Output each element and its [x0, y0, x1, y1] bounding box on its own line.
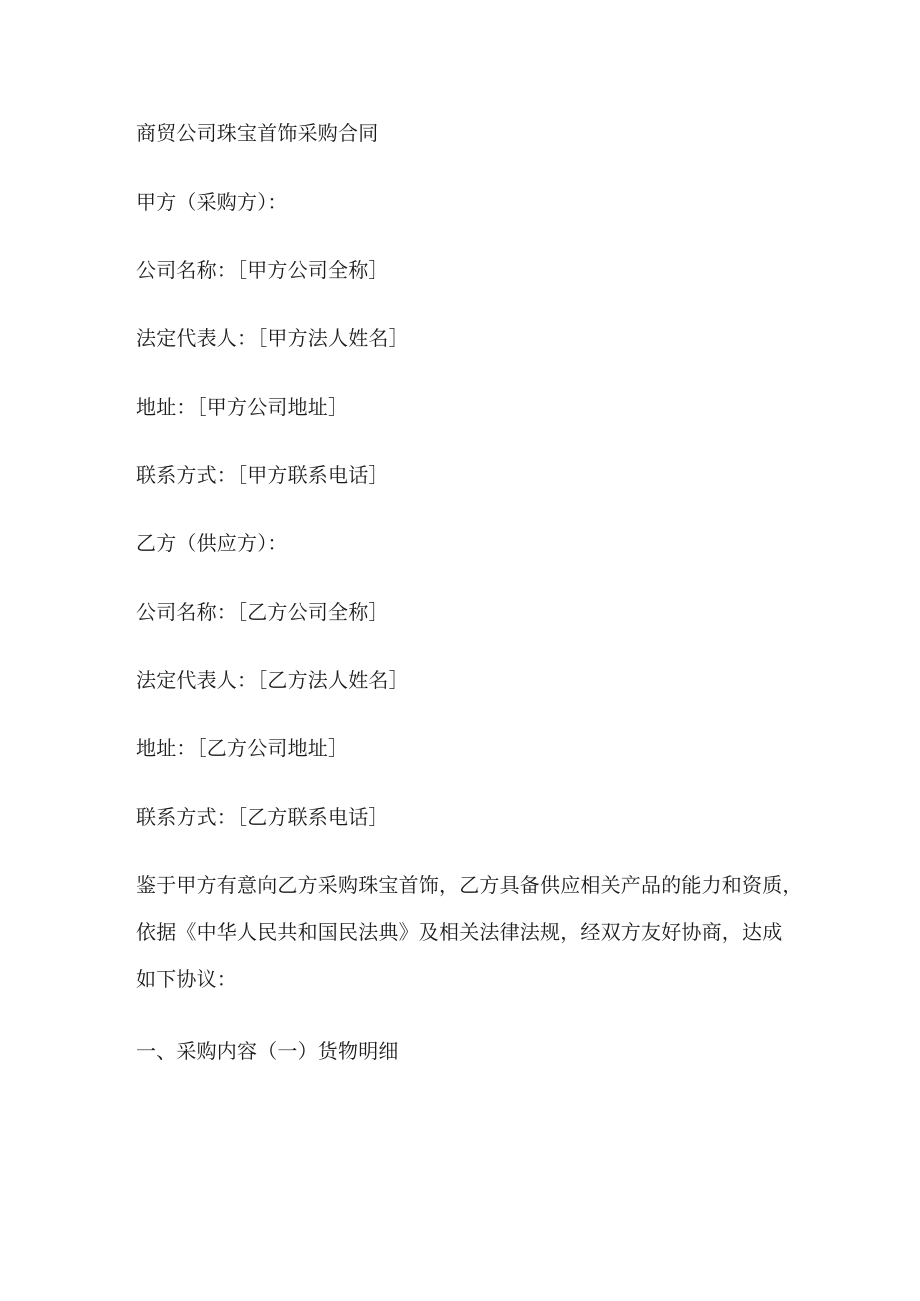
- party-b-contact: 联系方式：［乙方联系电话］: [136, 805, 389, 829]
- party-b-company: 公司名称：［乙方公司全称］: [136, 600, 389, 624]
- preamble-paragraph: [136, 873, 803, 991]
- preamble-line: 鉴于甲方有意向乙方采购珠宝首饰，乙方具备供应相关产品的能力和资质，: [136, 873, 803, 897]
- party-b-heading: 乙方（供应方）：: [136, 531, 288, 555]
- party-a-contact: 联系方式：［甲方联系电话］: [136, 463, 389, 487]
- party-a-representative: 法定代表人：［甲方法人姓名］: [136, 326, 409, 350]
- party-a-company: 公司名称：［甲方公司全称］: [136, 258, 389, 282]
- section-heading: 一、采购内容（一）货物明细: [136, 1039, 399, 1063]
- preamble-line: 如下协议：: [136, 967, 237, 991]
- party-b-representative: 法定代表人：［乙方法人姓名］: [136, 668, 409, 692]
- party-b-address: 地址：［乙方公司地址］: [136, 736, 349, 760]
- preamble-line: 依据《中华人民共和国民法典》及相关法律法规，经双方友好协商，达成: [136, 920, 783, 944]
- party-a-heading: 甲方（采购方）：: [136, 190, 288, 214]
- document-title: 商贸公司珠宝首饰采购合同: [136, 121, 379, 145]
- party-a-address: 地址：［甲方公司地址］: [136, 395, 349, 419]
